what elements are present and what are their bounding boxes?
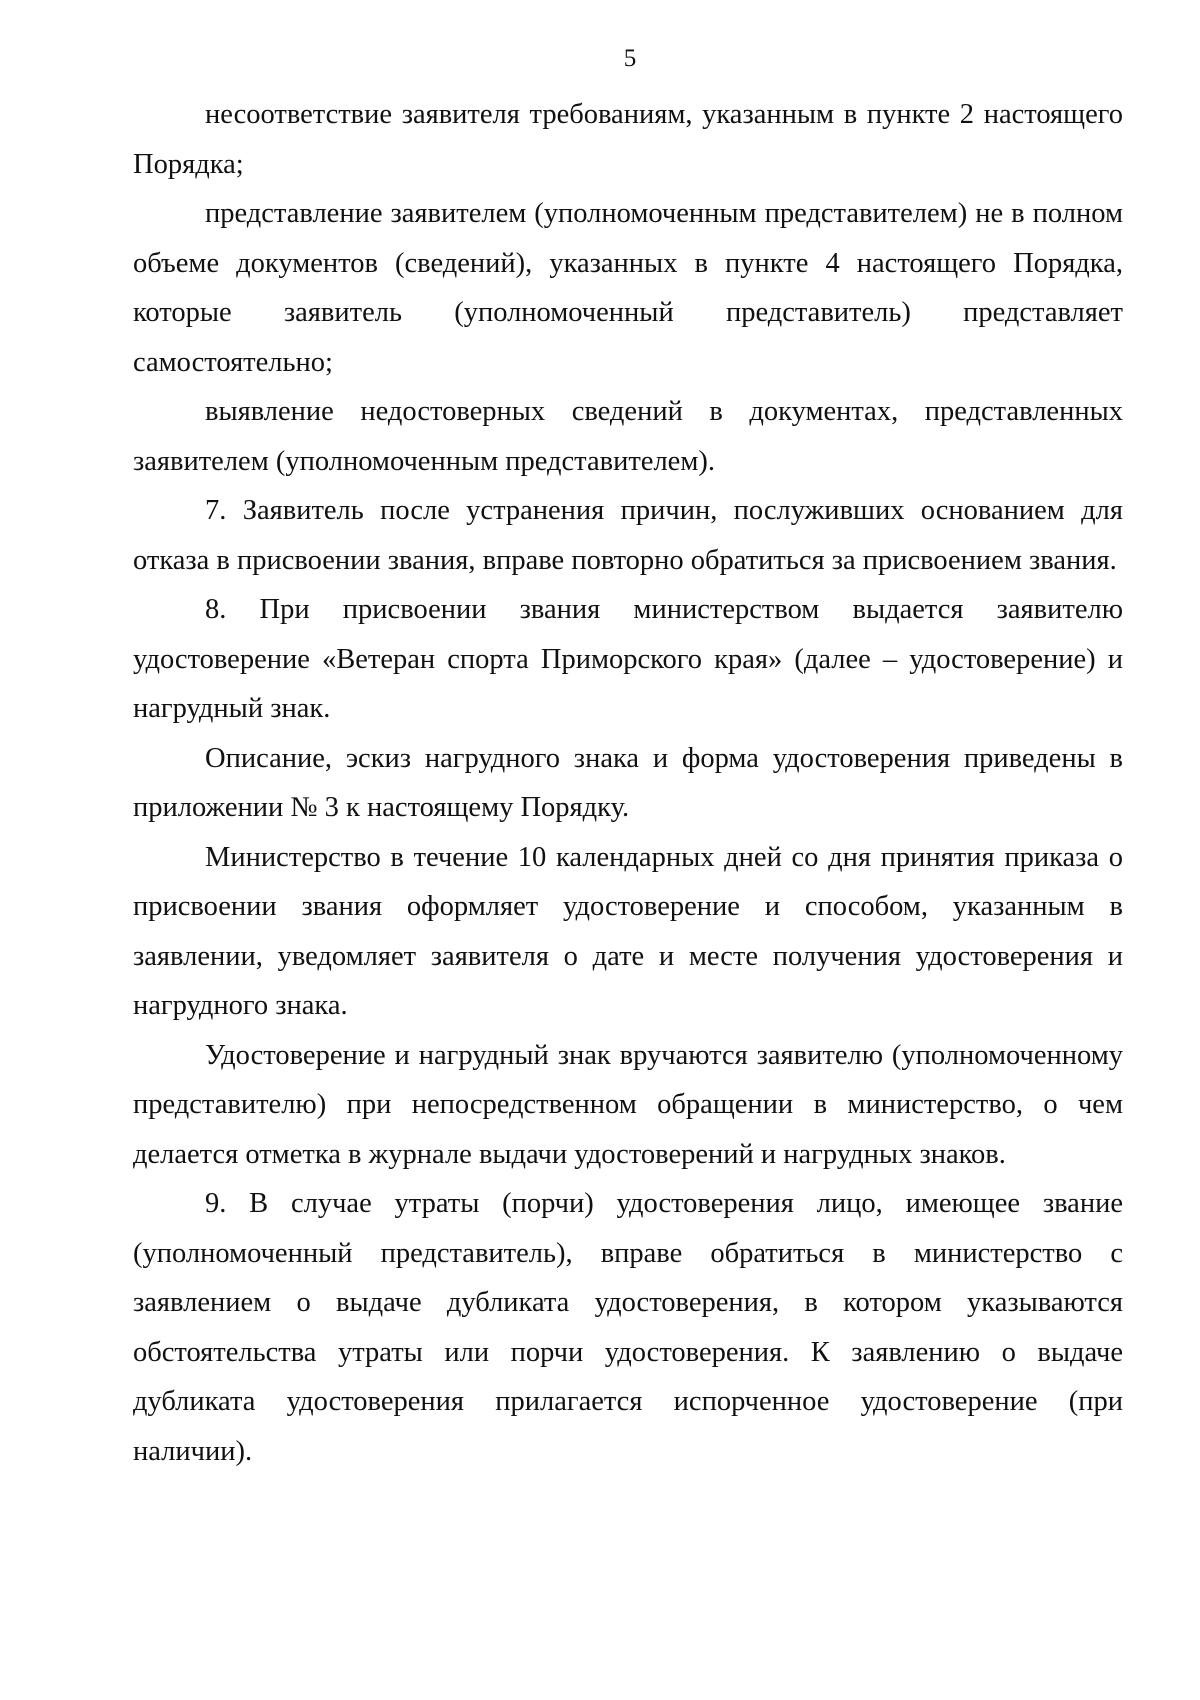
paragraph-incomplete-documents: представление заявителем (уполномоченным представителем) не в полном объеме документов (сведений), указанных в пункте 4 настоящего Порядка, которые заявитель (уполномоченный представитель) представляет самостоятельно; [133,198,1123,378]
paragraph-badge-description: Описание, эскиз нагрудного знака и форма удостоверения приведены в приложении № 3 к настоящему Порядку. [133,742,1123,823]
paragraph-false-information: выявление недостоверных сведений в документах, представленных заявителем (уполномоченным представителем). [133,396,1123,477]
paragraph-nonconformity: несоответствие заявителя требованиям, указанным в пункте 2 настоящего Порядка; [133,99,1123,180]
paragraph-item-7: 7. Заявитель после устранения причин, послуживших основанием для отказа в присвоении звания, вправе повторно обратиться за присвоением звания. [133,495,1123,576]
paragraph-handover: Удостоверение и нагрудный знак вручаются заявителю (уполномоченному представителю) при непосредственном обращении в министерство, о чем делается отметка в журнале выдачи удостоверений и нагрудных знаков. [133,1039,1123,1170]
document-body [133,90,1123,1476]
paragraph-item-9: 9. В случае утраты (порчи) удостоверения лицо, имеющее звание (уполномоченный представитель), вправе обратиться в министерство с заявлением о выдаче дубликата удостоверения, в котором указываются обстоятельства утраты или порчи удостоверения. К заявлению о выдаче дубликата удостоверения прилагается испорченное удостоверение (при наличии). [133,1188,1123,1467]
page-number: 5 [623,45,637,72]
paragraph-ministry-notification: Министерство в течение 10 календарных дней со дня принятия приказа о присвоении звания оформляет удостоверение и способом, указанным в заявлении, уведомляет заявителя о дате и месте получения удостоверения и нагрудного знака. [133,841,1123,1021]
paragraph-item-8: 8. При присвоении звания министерством выдается заявителю удостоверение «Ветеран спорта Приморского края» (далее – удостоверение) и нагрудный знак. [133,594,1123,724]
